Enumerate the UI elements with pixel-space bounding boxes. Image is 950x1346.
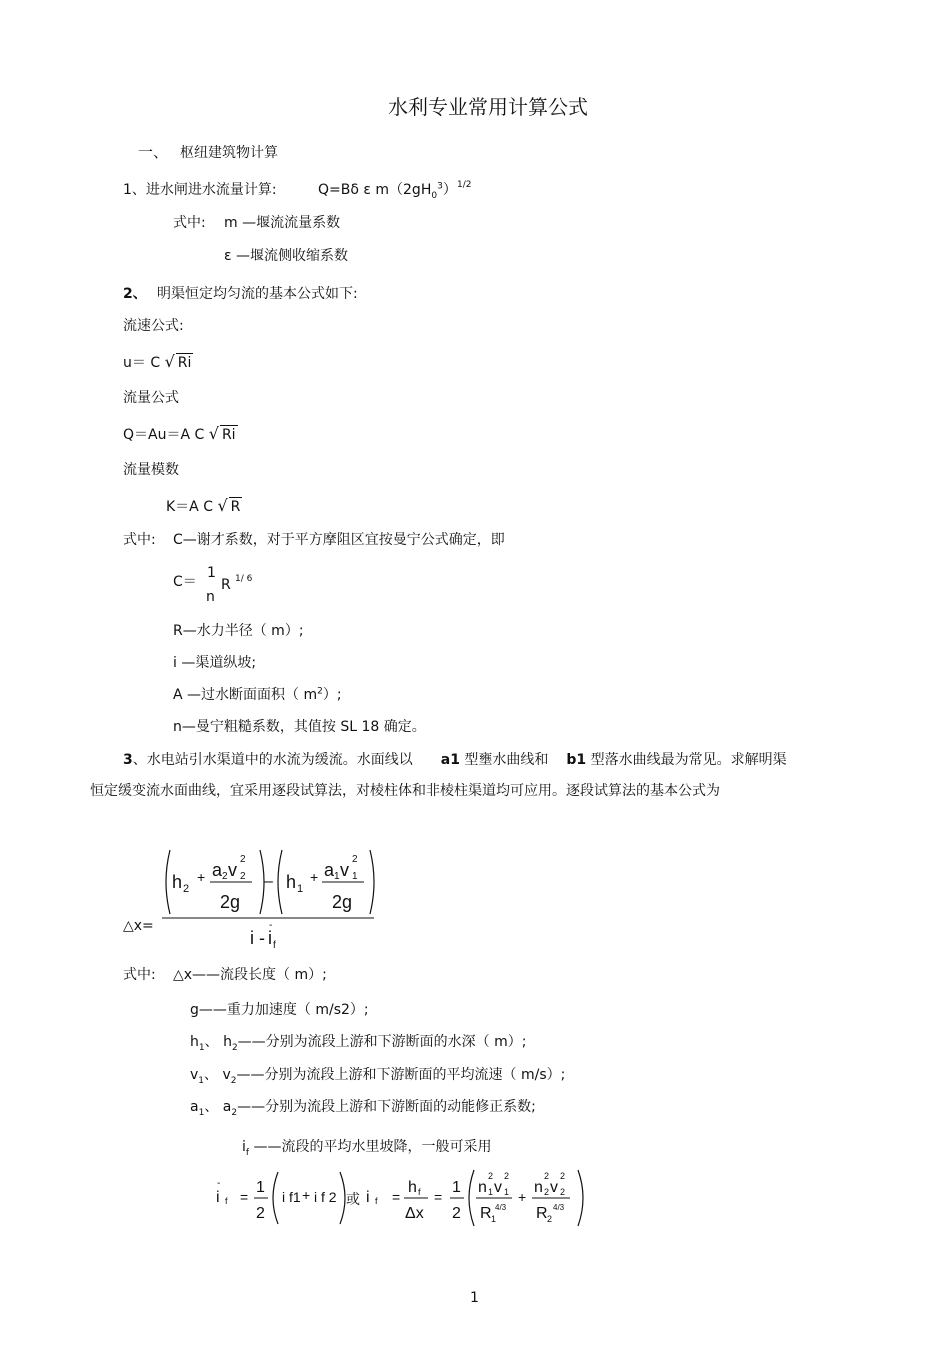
svg-text:n: n — [478, 1179, 487, 1196]
manning-lhs: C＝ — [173, 574, 197, 590]
svg-text:2: 2 — [183, 883, 190, 895]
svg-text:h: h — [286, 872, 297, 892]
svg-text:2: 2 — [240, 854, 246, 865]
svg-text:R: R — [536, 1205, 548, 1222]
svg-text:+: + — [302, 1187, 311, 1203]
manning-denominator: n — [206, 589, 215, 605]
svg-text:2: 2 — [222, 871, 228, 882]
i-definition: i —渠道纵坡; — [173, 655, 257, 671]
svg-text:1: 1 — [352, 871, 358, 882]
svg-text:i: i — [366, 1189, 370, 1206]
svg-text:i f1: i f1 — [282, 1189, 301, 1205]
svg-text:R: R — [480, 1205, 492, 1222]
item2-number: 2、 — [123, 286, 147, 302]
page-title: 水利专业常用计算公式 — [388, 95, 588, 119]
svg-text:2: 2 — [256, 1205, 265, 1222]
c-definition: C—谢才系数，对于平方摩阻区宜按曼宁公式确定，即 — [173, 532, 505, 548]
m-definition: m —堰流流量系数 — [224, 215, 341, 231]
v-definition: $v_1$、 $v_2——$分别为流段上游和下游断面的平均流速（ m/s）; — [190, 1067, 566, 1086]
alpha-definition: $a_1$、 $a_2——$分别为流段上游和下游断面的动能修正系数; — [190, 1099, 536, 1118]
svg-text:=: = — [434, 1189, 443, 1205]
svg-text:2: 2 — [547, 1214, 553, 1224]
svg-text:2g: 2g — [332, 892, 353, 912]
section-number: 一、 — [138, 143, 169, 161]
flow-label: 流量公式 — [123, 390, 179, 406]
svg-text:=: = — [392, 1189, 401, 1205]
modulus-formula: K＝A C √ R — [166, 496, 241, 515]
svg-text:-: - — [269, 920, 273, 931]
svg-text:i -: i - — [250, 928, 265, 948]
svg-text:1: 1 — [297, 883, 304, 895]
flow-formula: Q＝Au＝A C √ Ri — [123, 424, 236, 443]
svg-text:4/3: 4/3 — [495, 1203, 507, 1212]
svg-text:2g: 2g — [220, 892, 241, 912]
where-label: 式中: — [123, 532, 156, 548]
svg-text:2: 2 — [560, 1171, 566, 1181]
svg-text:+: + — [310, 869, 319, 885]
velocity-label: 流速公式: — [123, 318, 184, 334]
svg-text:2: 2 — [240, 871, 246, 882]
modulus-label: 流量模数 — [123, 462, 179, 478]
velocity-formula: u＝ C √ Ri — [123, 352, 192, 371]
svg-text:2: 2 — [452, 1205, 461, 1222]
dx-definition: △x——流段长度（ m）; — [173, 967, 327, 983]
manning-r: R — [221, 577, 231, 593]
svg-text:2: 2 — [544, 1171, 550, 1181]
svg-text:f: f — [375, 1196, 378, 1206]
page-number: 1 — [470, 1290, 479, 1306]
svg-text:h: h — [172, 872, 183, 892]
h-definition: $h_1$、 $h_2——$分别为流段上游和下游断面的水深（ m）; — [190, 1034, 527, 1053]
svg-text:+: + — [197, 869, 206, 885]
where-label: 式中: — [173, 215, 206, 231]
item1-formula-exponent: 1/2 — [457, 180, 472, 190]
svg-text:2: 2 — [488, 1171, 494, 1181]
item3-line2: 恒定缓变流水面曲线，宜采用逐段试算法，对棱柱体和非棱柱渠道均可应用。逐段试算法的基本公式为 — [90, 783, 720, 799]
svg-text:2: 2 — [560, 1187, 566, 1197]
svg-text:v: v — [494, 1179, 502, 1196]
svg-text:i: i — [216, 1189, 220, 1206]
svg-text:v: v — [228, 860, 237, 880]
svg-text:1: 1 — [256, 1179, 265, 1196]
svg-text:–: – — [264, 873, 273, 890]
delta-x-formula — [160, 842, 380, 952]
epsilon-definition: ε —堰流侧收缩系数 — [224, 248, 349, 264]
delta-x-label: △x= — [123, 918, 154, 934]
svg-text:v: v — [340, 860, 349, 880]
manning-numerator: 1 — [207, 565, 216, 581]
svg-text:或: 或 — [346, 1191, 360, 1207]
n-definition: n—曼宁粗糙系数，其值按 SL 18 确定。 — [173, 719, 426, 735]
svg-text:f: f — [418, 1187, 421, 1197]
svg-text:1: 1 — [334, 871, 340, 882]
svg-text:2: 2 — [352, 854, 358, 865]
svg-text:2: 2 — [544, 1187, 550, 1197]
where-label: 式中: — [123, 967, 156, 983]
item1-formula: Q=Bδ ε $m(2gH_0^3)$ — [318, 181, 457, 201]
svg-text:2: 2 — [504, 1171, 510, 1181]
svg-text:n: n — [534, 1179, 543, 1196]
slope-formula — [212, 1166, 602, 1230]
manning-exponent: 1/ 6 — [235, 574, 253, 584]
section-heading: 枢纽建筑物计算 — [180, 145, 278, 161]
svg-text:4/3: 4/3 — [553, 1203, 565, 1212]
g-definition: g——重力加速度（ m/s2）; — [190, 1002, 369, 1018]
svg-text:1: 1 — [504, 1187, 510, 1197]
svg-text:v: v — [550, 1179, 558, 1196]
svg-text:f: f — [225, 1196, 228, 1206]
svg-text:a: a — [324, 860, 335, 880]
svg-text:Δx: Δx — [405, 1205, 424, 1222]
svg-text:a: a — [212, 860, 223, 880]
svg-text:-: - — [217, 1178, 221, 1189]
svg-text:=: = — [240, 1189, 249, 1205]
item1-label: 1、进水闸进水流量计算: — [123, 182, 277, 198]
a-definition: A —过水断面面积（ $m^2$）; — [173, 686, 342, 703]
svg-text:i f 2: i f 2 — [314, 1189, 337, 1205]
svg-text:1: 1 — [488, 1187, 494, 1197]
svg-text:h: h — [408, 1179, 417, 1196]
svg-text:1: 1 — [491, 1214, 497, 1224]
svg-text:f: f — [273, 940, 276, 951]
svg-text:+: + — [518, 1189, 527, 1205]
svg-text:1: 1 — [452, 1179, 461, 1196]
item3-line1: 3、水电站引水渠道中的水流为缓流。水面线以 a1 型壅水曲线和 b1 型落水曲线最为常见。求解明渠 — [123, 752, 787, 768]
r-definition: R—水力半径（ m）; — [173, 623, 304, 639]
item2-label: 明渠恒定均匀流的基本公式如下: — [157, 286, 358, 302]
svg-text:i: i — [268, 928, 272, 948]
if-definition: $i_f$ ——流段的平均水里坡降，一般可采用 — [242, 1139, 492, 1158]
